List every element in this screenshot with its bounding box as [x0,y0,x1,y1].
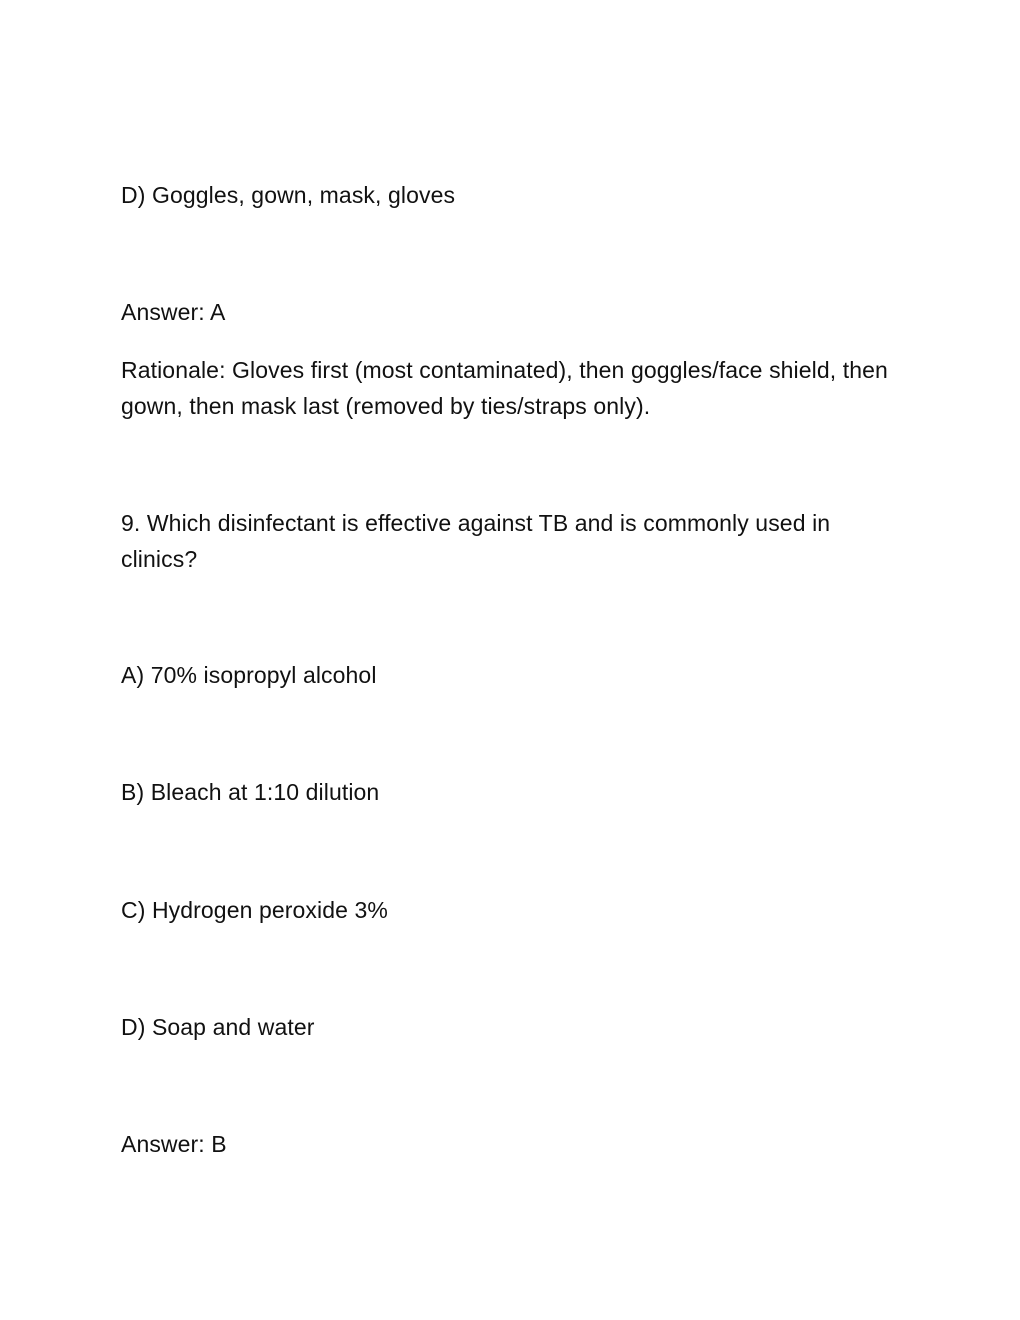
question-9-option-d: D) Soap and water [121,1014,315,1040]
question-9-text: 9. Which disinfectant is effective against TB and is commonly used in clinics? [121,510,831,572]
question-9-option-c: C) Hydrogen peroxide 3% [121,897,388,923]
previous-question-option-d: D) Goggles, gown, mask, gloves [121,182,456,208]
question-9-option-b: B) Bleach at 1:10 dilution [121,779,380,805]
question-9-option-a: A) 70% isopropyl alcohol [121,662,377,688]
previous-question-rationale: Rationale: Gloves first (most contaminated), then goggles/face shield, then gown, then mask last (removed by ties/straps only). [121,357,888,419]
previous-question-answer: Answer: A [121,299,226,325]
question-9-answer: Answer: B [121,1131,227,1157]
